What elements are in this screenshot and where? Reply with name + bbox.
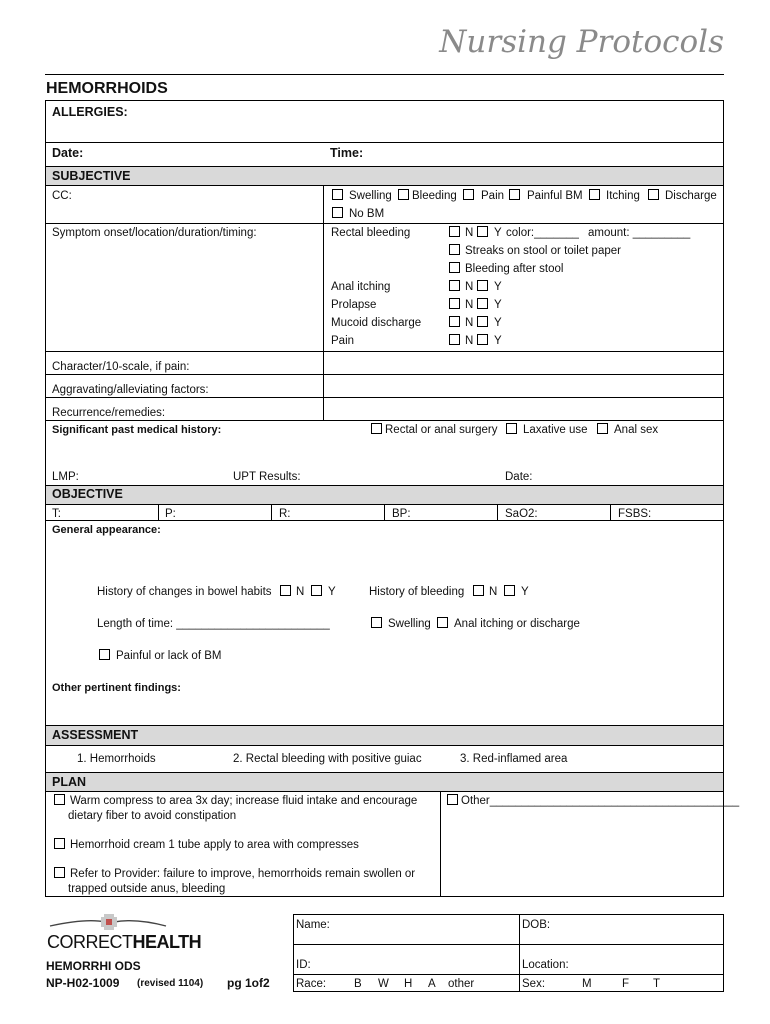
rectal-bleeding-color: color:_______ [506,227,579,239]
anal-itching-y-checkbox[interactable] [477,280,488,291]
cc-swelling-checkbox[interactable] [332,189,343,200]
assessment-item-3: 3. Red-inflamed area [460,753,568,765]
divider [293,974,724,975]
divider [293,944,724,945]
recurrence-label: Recurrence/remedies: [52,407,166,419]
pmh-surgery-label: Rectal or anal surgery [385,424,498,436]
footer-form-number: NP-H02-1009 [46,976,120,990]
bowel-history-y: Y [328,586,336,598]
bleeding-history-y: Y [521,586,529,598]
subjective-heading: SUBJECTIVE [52,169,131,183]
plan-refer-line2: trapped outside anus, bleeding [68,883,226,895]
sex-option-f[interactable]: F [622,978,630,990]
anal-itching-y: Y [494,281,502,293]
streaks-checkbox[interactable] [449,244,460,255]
rectal-bleeding-amount: amount: _________ [588,227,691,239]
bleeding-history-n: N [489,586,498,598]
upt-label: UPT Results: [233,471,301,483]
general-appearance-label: General appearance: [52,524,161,536]
column-divider [384,504,385,520]
rectal-bleeding-n-checkbox[interactable] [449,226,460,237]
mucoid-label: Mucoid discharge [331,317,422,329]
patient-name-field[interactable]: Name: [296,919,330,931]
title-rule [45,74,724,75]
prolapse-y-checkbox[interactable] [477,298,488,309]
bleeding-history-label: History of bleeding [369,586,465,598]
rectal-bleeding-y: Y [494,227,502,239]
pain-label: Pain [331,335,355,347]
cc-itching-label: Itching [606,190,640,202]
assessment-item-2: 2. Rectal bleeding with positive guiac [233,753,422,765]
anal-itching-n-checkbox[interactable] [449,280,460,291]
anal-itching-label: Anal itching [331,281,391,293]
pain-y-checkbox[interactable] [477,334,488,345]
painful-bm-checkbox[interactable] [99,649,110,660]
cc-bleeding-label: Bleeding [412,190,457,202]
anal-itching-n: N [465,281,474,293]
patient-dob-field[interactable]: DOB: [522,919,551,931]
prolapse-y: Y [494,299,502,311]
sex-option-t[interactable]: T [653,978,661,990]
race-option-a[interactable]: A [428,978,436,990]
pain-y: Y [494,335,502,347]
plan-warm-compress-checkbox[interactable] [54,794,65,805]
bleeding-history-n-checkbox[interactable] [473,585,484,596]
rectal-bleeding-label: Rectal bleeding [331,227,411,239]
plan-header-bg [46,773,723,791]
pmh-laxative-checkbox[interactable] [506,423,517,434]
bowel-history-n: N [296,586,305,598]
race-label: Race: [296,978,327,990]
logo-cross-icon [46,912,170,934]
bowel-history-y-checkbox[interactable] [311,585,322,596]
cc-pain-label: Pain [481,190,505,202]
itching-discharge-checkbox[interactable] [437,617,448,628]
pain-n: N [465,335,474,347]
cc-discharge-label: Discharge [665,190,717,202]
assessment-header-bg [46,726,723,745]
streaks-label: Streaks on stool or toilet paper [465,245,621,257]
divider [45,185,724,186]
rectal-bleeding-n: N [465,227,474,239]
after-stool-checkbox[interactable] [449,262,460,273]
divider [45,351,724,352]
vital-p: P: [165,508,176,520]
divider [45,223,724,224]
plan-cream-checkbox[interactable] [54,838,65,849]
pmh-label: Significant past medical history: [52,424,222,436]
divider [45,142,724,143]
race-option-h[interactable]: H [404,978,413,990]
plan-warm-compress-line2: dietary fiber to avoid constipation [68,810,237,822]
pain-n-checkbox[interactable] [449,334,460,345]
subjective-header-bg [46,167,723,185]
prolapse-n-checkbox[interactable] [449,298,460,309]
cc-bleeding-checkbox[interactable] [398,189,409,200]
plan-cream-label: Hemorrhoid cream 1 tube apply to area with compresses [70,839,359,851]
character-label: Character/10-scale, if pain: [52,361,190,373]
mucoid-n: N [465,317,474,329]
cc-painful-bm-checkbox[interactable] [509,189,520,200]
divider [45,520,724,521]
cc-itching-checkbox[interactable] [589,189,600,200]
painful-bm-label: Painful or lack of BM [116,650,222,662]
vital-r: R: [279,508,291,520]
pmh-anal-sex-label: Anal sex [614,424,659,436]
vital-sao2: SaO2: [505,508,538,520]
bowel-history-label: History of changes in bowel habits [97,586,272,598]
time-label: Time: [330,146,364,160]
divider [45,745,724,746]
assessment-heading: ASSESSMENT [52,728,139,742]
cc-painful-bm-label: Painful BM [527,190,583,202]
divider [45,420,724,421]
cc-pain-checkbox[interactable] [463,189,474,200]
sex-option-m[interactable]: M [582,978,592,990]
column-divider [323,186,324,420]
patient-id-field[interactable]: ID: [296,959,311,971]
footer-form-name: HEMORRHI ODS [46,959,141,973]
page-title: Nursing Protocols [439,24,724,60]
footer-page: pg 1of2 [227,976,270,990]
vital-fsbs: FSBS: [618,508,652,520]
itching-discharge-label: Anal itching or discharge [454,618,580,630]
swelling-label: Swelling [388,618,431,630]
prolapse-n: N [465,299,474,311]
column-divider [440,791,441,897]
onset-label: Symptom onset/location/duration/timing: [52,227,257,239]
cc-discharge-checkbox[interactable] [648,189,659,200]
lmp-label: LMP: [52,471,79,483]
mucoid-n-checkbox[interactable] [449,316,460,327]
bleeding-history-y-checkbox[interactable] [504,585,515,596]
vital-t: T: [52,508,61,520]
race-option-other[interactable]: other [448,978,475,990]
date-label: Date: [52,146,84,160]
column-divider [610,504,611,520]
cc-label: CC: [52,190,72,202]
cc-no-bm-checkbox[interactable] [332,207,343,218]
correct-health-logo [46,912,202,958]
pmh-laxative-label: Laxative use [523,424,588,436]
plan-refer-checkbox[interactable] [54,867,65,878]
allergies-label: ALLERGIES: [52,105,128,119]
plan-other-checkbox[interactable] [447,794,458,805]
other-findings-label: Other pertinent findings: [52,682,181,694]
swelling-checkbox[interactable] [371,617,382,628]
sex-label: Sex: [522,978,546,990]
objective-heading: OBJECTIVE [52,487,123,501]
divider [45,397,724,398]
plan-warm-compress-line1: Warm compress to area 3x day; increase fluid intake and encourage [70,795,418,807]
cc-no-bm-label: No BM [349,208,385,220]
plan-heading: PLAN [52,775,87,789]
objective-header-bg [46,486,723,504]
race-option-b[interactable]: B [354,978,362,990]
divider [45,374,724,375]
logo-text-health: HEALTH [132,932,202,952]
race-option-w[interactable]: W [378,978,389,990]
length-of-time-field[interactable]: Length of time: ________________________ [97,618,330,630]
prolapse-label: Prolapse [331,299,377,311]
mucoid-y: Y [494,317,502,329]
cc-swelling-label: Swelling [349,190,392,202]
bowel-history-n-checkbox[interactable] [280,585,291,596]
column-divider [158,504,159,520]
lmp-date-label: Date: [505,471,533,483]
logo-text-correct: CORRECT [47,932,133,952]
column-divider [271,504,272,520]
after-stool-label: Bleeding after stool [465,263,564,275]
aggravating-label: Aggravating/alleviating factors: [52,384,209,396]
plan-other-field[interactable]: Other_______________________________________ [461,795,740,807]
pmh-surgery-checkbox[interactable] [371,423,382,434]
pmh-anal-sex-checkbox[interactable] [597,423,608,434]
mucoid-y-checkbox[interactable] [477,316,488,327]
patient-location-field[interactable]: Location: [522,959,569,971]
assessment-item-1: 1. Hemorrhoids [77,753,156,765]
plan-refer-line1: Refer to Provider: failure to improve, hemorrhoids remain swollen or [70,868,416,880]
footer-revised: (revised 1104) [137,978,204,989]
divider [45,791,724,792]
column-divider [497,504,498,520]
vital-bp: BP: [392,508,411,520]
column-divider [519,914,520,992]
rectal-bleeding-y-checkbox[interactable] [477,226,488,237]
form-subtitle: HEMORRHOIDS [46,80,168,97]
